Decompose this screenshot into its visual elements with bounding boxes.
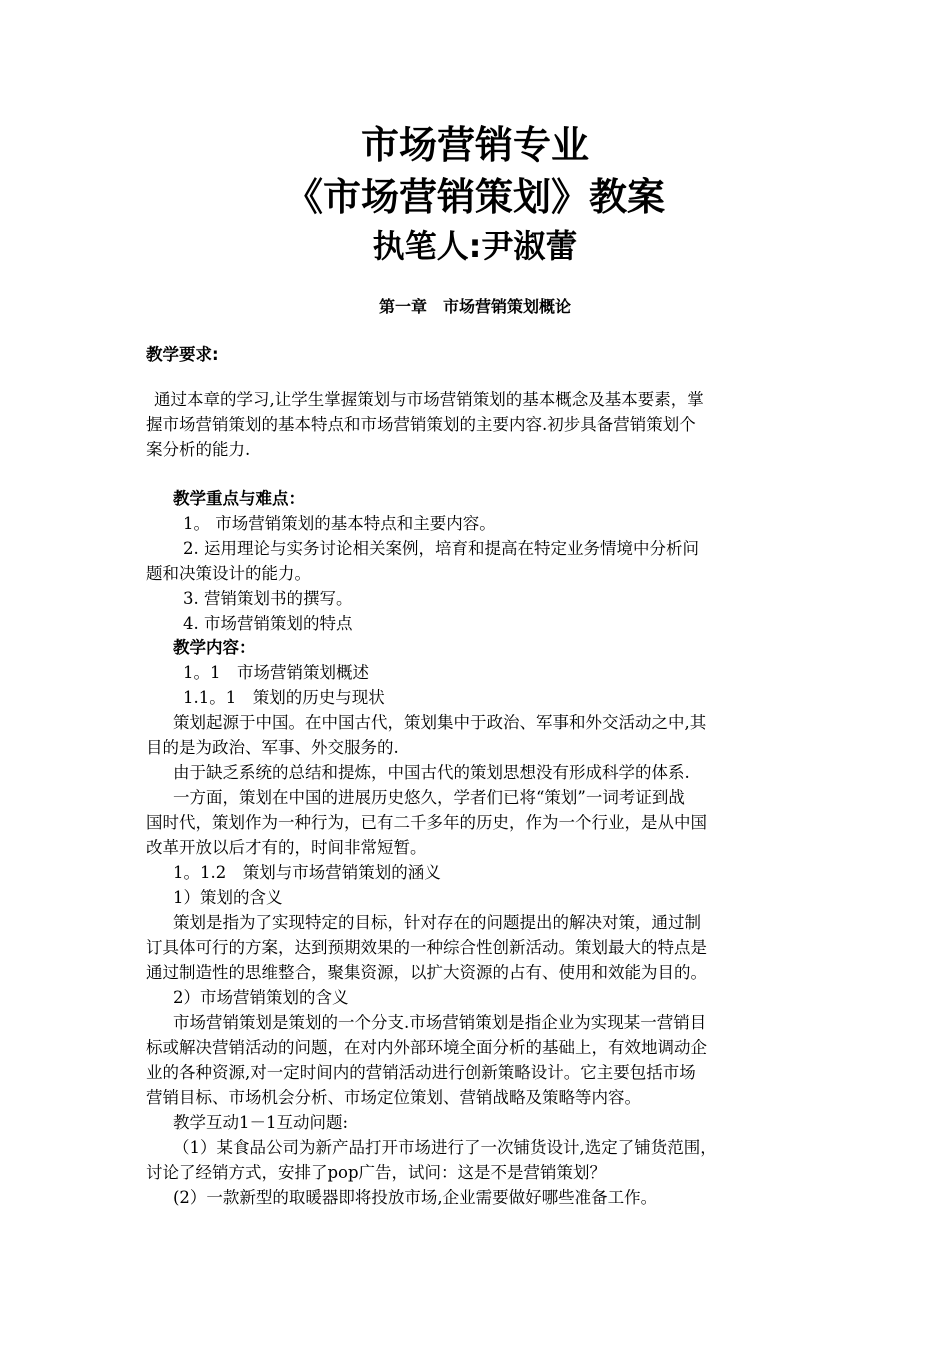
subsection-heading: 1。1.2 策划与市场营销策划的涵义: [173, 863, 441, 882]
paragraph-line: 一方面，策划在中国的进展历史悠久，学者们已将“策划”一词考证到战: [173, 788, 685, 807]
author-line: 执笔人:尹淑蕾: [372, 227, 578, 265]
course-title: 《市场营销策划》教案: [284, 175, 665, 219]
keypoint-item: 3. 营销策划书的撰写。: [183, 589, 353, 608]
question-line: 讨论了经销方式，安排了pop广告，试问：这是不是营销策划？: [146, 1163, 607, 1182]
paragraph-line: 营销目标、市场机会分析、市场定位策划、营销战略及策略等内容。: [146, 1088, 641, 1107]
keypoint-item: 2. 运用理论与实务讨论相关案例，培育和提高在特定业务情境中分析问: [183, 539, 699, 558]
paragraph-line: 标或解决营销活动的问题，在对内外部环境全面分析的基础上，有效地调动企: [146, 1038, 707, 1057]
content-heading: 教学内容：: [173, 638, 256, 657]
keypoints-heading: 教学重点与难点：: [173, 489, 305, 508]
paragraph-line: 策划是指为了实现特定的目标，针对存在的问题提出的解决对策，通过制: [173, 913, 701, 932]
paragraph-line: 订具体可行的方案，达到预期效果的一种综合性创新活动。策划最大的特点是: [146, 938, 707, 957]
interaction-heading: 教学互动1－1互动问题:: [173, 1113, 349, 1132]
document-title: 市场营销专业: [360, 123, 589, 167]
question-line: （1）某食品公司为新产品打开市场进行了一次铺货设计,选定了铺货范围，: [173, 1138, 717, 1157]
paragraph-line: 目的是为政治、军事、外交服务的.: [146, 738, 399, 757]
keypoint-item: 4. 市场营销策划的特点: [183, 614, 353, 633]
requirements-line: 案分析的能力.: [146, 440, 251, 459]
keypoint-item: 题和决策设计的能力。: [146, 564, 311, 583]
paragraph-line: 通过制造性的思维整合，聚集资源，以扩大资源的占有、使用和效能为目的。: [146, 963, 707, 982]
subsection-heading: 1.1。1 策划的历史与现状: [183, 688, 385, 707]
paragraph-line: 策划起源于中国。在中国古代，策划集中于政治、军事和外交活动之中,其: [173, 713, 707, 732]
section-heading: 1。1 市场营销策划概述: [183, 663, 369, 682]
question-line: (2）一款新型的取暖器即将投放市场,企业需要做好哪些准备工作。: [173, 1188, 658, 1207]
requirements-line: 握市场营销策划的基本特点和市场营销策划的主要内容.初步具备营销策划个: [146, 415, 696, 434]
keypoint-item: 1。 市场营销策划的基本特点和主要内容。: [183, 514, 496, 533]
item-heading: 2）市场营销策划的含义: [173, 988, 349, 1007]
item-heading: 1）策划的含义: [173, 888, 283, 907]
paragraph-line: 市场营销策划是策划的一个分支.市场营销策划是指企业为实现某一营销目: [173, 1013, 707, 1032]
requirements-heading: 教学要求:: [146, 345, 219, 364]
chapter-heading: 第一章 市场营销策划概论: [378, 297, 571, 316]
paragraph-line: 国时代，策划作为一种行为，已有二千多年的历史，作为一个行业，是从中国: [146, 813, 707, 832]
paragraph-line: 业的各种资源,对一定时间内的营销活动进行创新策略设计。它主要包括市场: [146, 1063, 696, 1082]
paragraph-line: 由于缺乏系统的总结和提炼，中国古代的策划思想没有形成科学的体系.: [173, 763, 690, 782]
requirements-line: 通过本章的学习,让学生掌握策划与市场营销策划的基本概念及基本要素，掌: [154, 390, 704, 409]
paragraph-line: 改革开放以后才有的，时间非常短暂。: [146, 838, 427, 857]
